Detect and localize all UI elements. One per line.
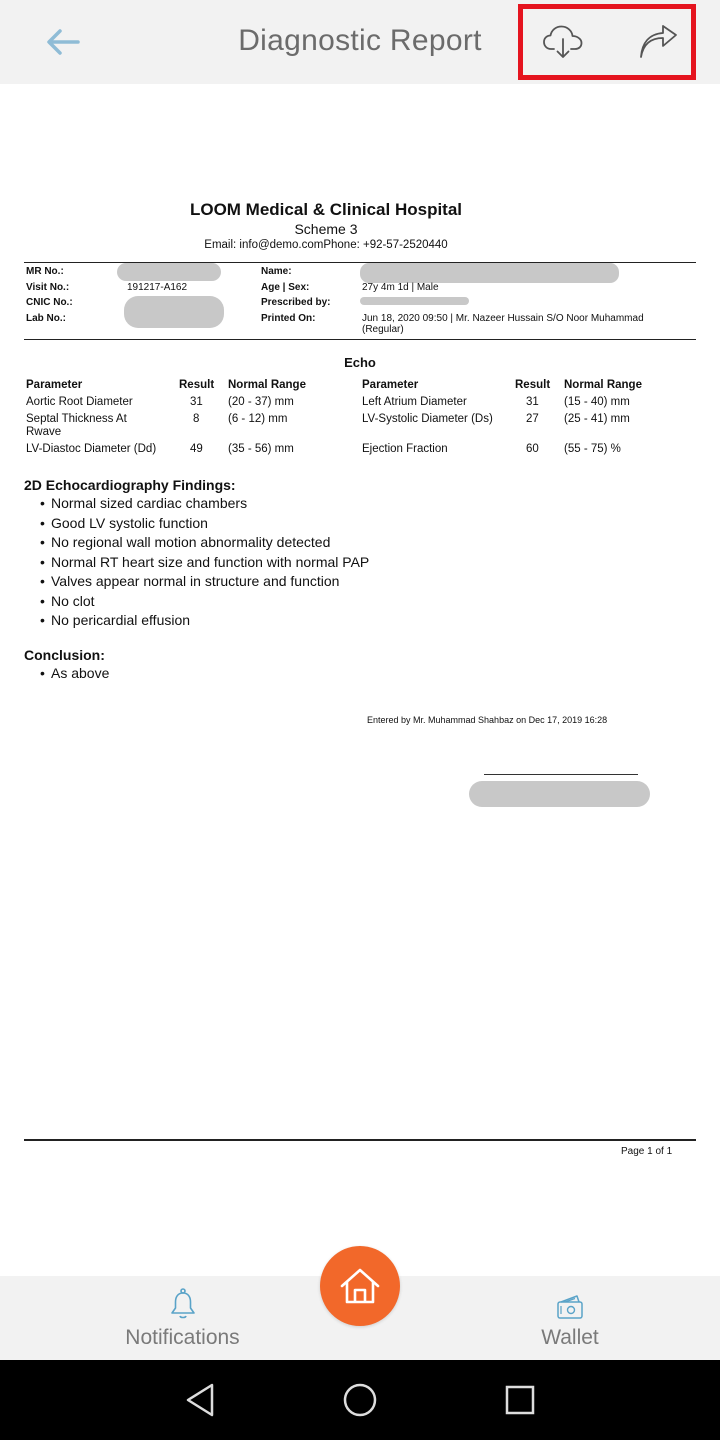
cnic-label: CNIC No.: [26,297,73,308]
bell-icon [170,1288,196,1320]
entered-by-text: Entered by Mr. Muhammad Shahbaz on Dec 17, 2019 16:28 [367,715,608,725]
table-cell-parameter-cont: Rwave [26,426,62,438]
report-document[interactable] [0,84,720,1276]
nav-notifications[interactable] [110,1276,255,1360]
findings-title: 2D Echocardiography Findings: [24,477,236,493]
share-arrow-icon [637,24,679,60]
table-cell-result: 60 [526,443,539,455]
table-cell-result: 49 [190,443,203,455]
table-cell-result: 31 [526,396,539,408]
redacted-mr-number [117,263,221,281]
list-item: • Good LV systolic function [40,514,369,534]
list-item: • No pericardial effusion [40,611,369,631]
page-title: Diagnostic Report [238,24,482,57]
table-cell-result: 27 [526,413,539,425]
home-icon [339,1267,381,1305]
contact-info: Email: info@demo.comPhone: +92-57-2520440 [204,239,448,251]
echo-section-title: Echo [344,355,376,370]
table-cell-parameter: Septal Thickness At [26,413,127,425]
conclusion-title: Conclusion: [24,647,105,663]
table-cell-range: (20 - 37) mm [228,396,294,408]
visit-value: 191217-A162 [127,282,188,293]
divider [24,339,696,340]
mr-label: MR No.: [26,266,64,277]
hospital-name: LOOM Medical & Clinical Hospital [189,200,463,219]
findings-list [40,494,369,631]
lab-label: Lab No.: [26,313,66,324]
table-header-range: Normal Range [564,379,642,391]
table-cell-range: (35 - 56) mm [228,443,294,455]
back-triangle-icon [185,1383,215,1417]
redacted-name [360,263,619,283]
prescribed-label: Prescribed by: [261,297,331,308]
printed-value-line2: (Regular) [362,324,404,335]
nav-icon-wrap [556,1276,584,1320]
list-item: • Normal sized cardiac chambers [40,494,369,514]
table-cell-range: (15 - 40) mm [564,396,630,408]
redacted-signature-name [469,781,650,807]
table-cell-range: (25 - 41) mm [564,413,630,425]
list-item: • No clot [40,592,369,612]
nav-label-wallet: Wallet [541,1326,599,1349]
table-cell-parameter: Ejection Fraction [362,443,448,455]
wallet-icon [556,1294,584,1320]
table-cell-parameter: LV-Systolic Diameter (Ds) [362,413,493,425]
age-sex-label: Age | Sex: [261,282,310,293]
system-recents-button[interactable] [500,1380,540,1420]
table-header-parameter: Parameter [26,379,83,391]
home-circle-icon [342,1382,378,1418]
scheme-label: Scheme 3 [294,221,358,237]
table-header-range: Normal Range [228,379,306,391]
table-header-result: Result [515,379,551,391]
age-sex-value: 27y 4m 1d | Male [362,282,439,293]
top-app-bar [0,0,720,84]
table-cell-range: (6 - 12) mm [228,413,288,425]
recents-square-icon [504,1384,536,1416]
home-button[interactable] [320,1246,400,1326]
download-button[interactable] [539,18,587,66]
back-button[interactable] [36,20,90,64]
nav-label-notifications: Notifications [125,1326,240,1349]
list-item: • Normal RT heart size and function with normal PAP [40,553,369,573]
printed-value: Jun 18, 2020 09:50 | Mr. Nazeer Hussain S/O Noor Muhammad [362,313,644,324]
cloud-download-icon [542,24,584,60]
table-header-parameter: Parameter [362,379,419,391]
list-item: • As above [40,664,109,684]
share-button[interactable] [634,18,682,66]
printed-label: Printed On: [261,313,316,324]
conclusion-list [40,664,109,684]
redacted-prescriber [360,297,469,305]
nav-wallet[interactable] [520,1276,620,1360]
table-cell-parameter: Left Atrium Diameter [362,396,467,408]
nav-icon-wrap [170,1276,196,1320]
page-number: Page 1 of 1 [621,1146,673,1157]
system-back-button[interactable] [180,1380,220,1420]
name-label: Name: [261,266,292,277]
table-cell-parameter: LV-Diastoc Diameter (Dd) [26,443,157,455]
table-cell-parameter: Aortic Root Diameter [26,396,133,408]
table-cell-result: 8 [193,413,200,425]
system-navigation-bar [0,1360,720,1440]
footer-divider [24,1139,696,1141]
table-cell-range: (55 - 75) % [564,443,621,455]
signature-line [484,774,638,775]
list-item: • No regional wall motion abnormality detected [40,533,369,553]
arrow-left-icon [46,29,80,55]
list-item: • Valves appear normal in structure and function [40,572,369,592]
table-cell-result: 31 [190,396,203,408]
table-header-result: Result [179,379,215,391]
visit-label: Visit No.: [26,282,70,293]
redacted-lab-number [124,296,224,328]
system-home-button[interactable] [340,1380,380,1420]
